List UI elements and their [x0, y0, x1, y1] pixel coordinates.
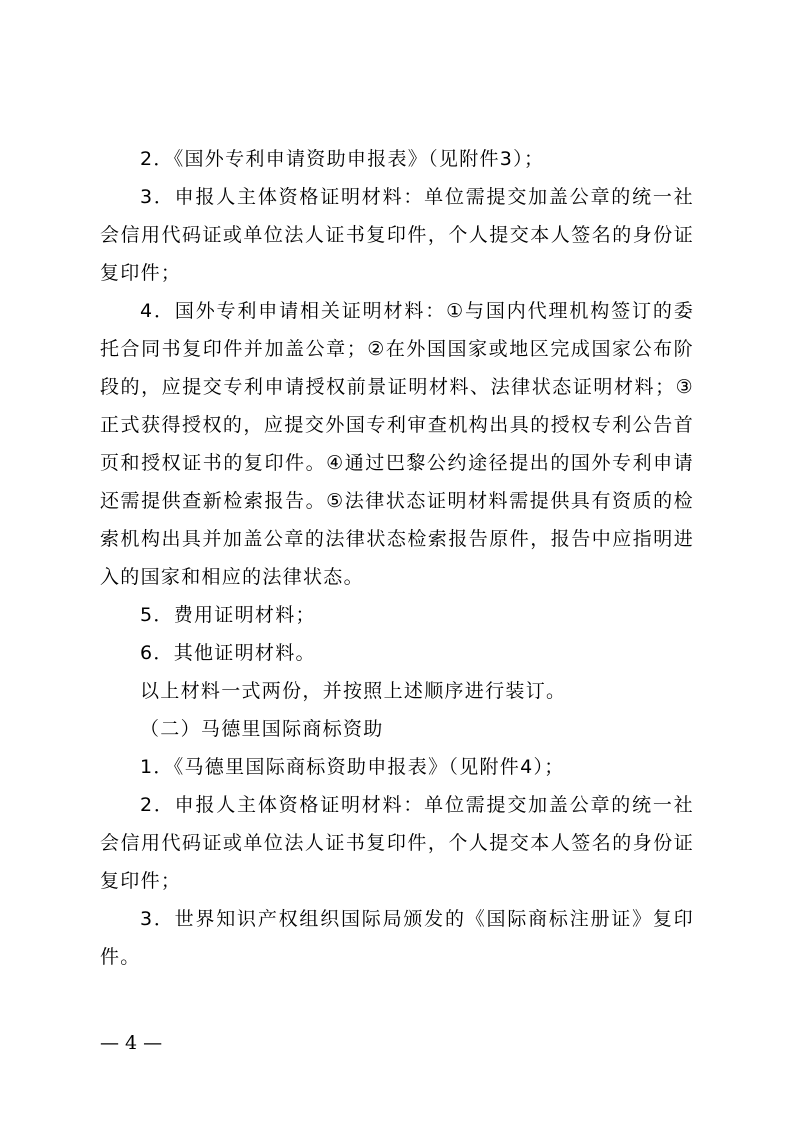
- paragraph-item-6-other-proof: 6．其他证明材料。: [140, 642, 316, 664]
- paragraph-item-2-application-form: 2．《国外专利申请资助申报表》（见附件3）；: [140, 148, 545, 170]
- paragraph-madrid-item-1: 1．《马德里国际商标资助申报表》（见附件4）；: [140, 756, 565, 778]
- page-number: — 4 —: [100, 1032, 163, 1054]
- paragraph-item-5-expense-proof: 5．费用证明材料；: [140, 604, 316, 626]
- paragraph-binding-note: 以上材料一式两份，并按照上述顺序进行装订。: [140, 680, 567, 702]
- document-body: [100, 140, 694, 976]
- section-heading-madrid: （二）马德里国际商标资助: [140, 718, 384, 740]
- paragraph-madrid-item-2: 2．申报人主体资格证明材料：单位需提交加盖公章的统一社会信用代码证或单位法人证书复印件，个人提交本人签名的身份证复印件；: [100, 794, 694, 892]
- paragraph-item-3-qualification: 3．申报人主体资格证明材料：单位需提交加盖公章的统一社会信用代码证或单位法人证书复印件，个人提交本人签名的身份证复印件；: [100, 186, 694, 284]
- paragraph-madrid-item-3: 3．世界知识产权组织国际局颁发的《国际商标注册证》复印件。: [100, 908, 694, 968]
- paragraph-item-4-patent-proof: 4．国外专利申请相关证明材料：①与国内代理机构签订的委托合同书复印件并加盖公章；②在外国国家或地区完成国家公布阶段的，应提交专利申请授权前景证明材料、法律状态证明材料；③正式获得授权的，应提交外国专利审查机构出具的授权专利公告首页和授权证书的复印件。④通过巴黎公约途径提出的国外专利申请还需提供查新检索报告。⑤法律状态证明材料需提供具有资质的检索机构出具并加盖公章的法律状态检索报告原件，报告中应指明进入的国家和相应的法律状态。: [100, 300, 694, 588]
